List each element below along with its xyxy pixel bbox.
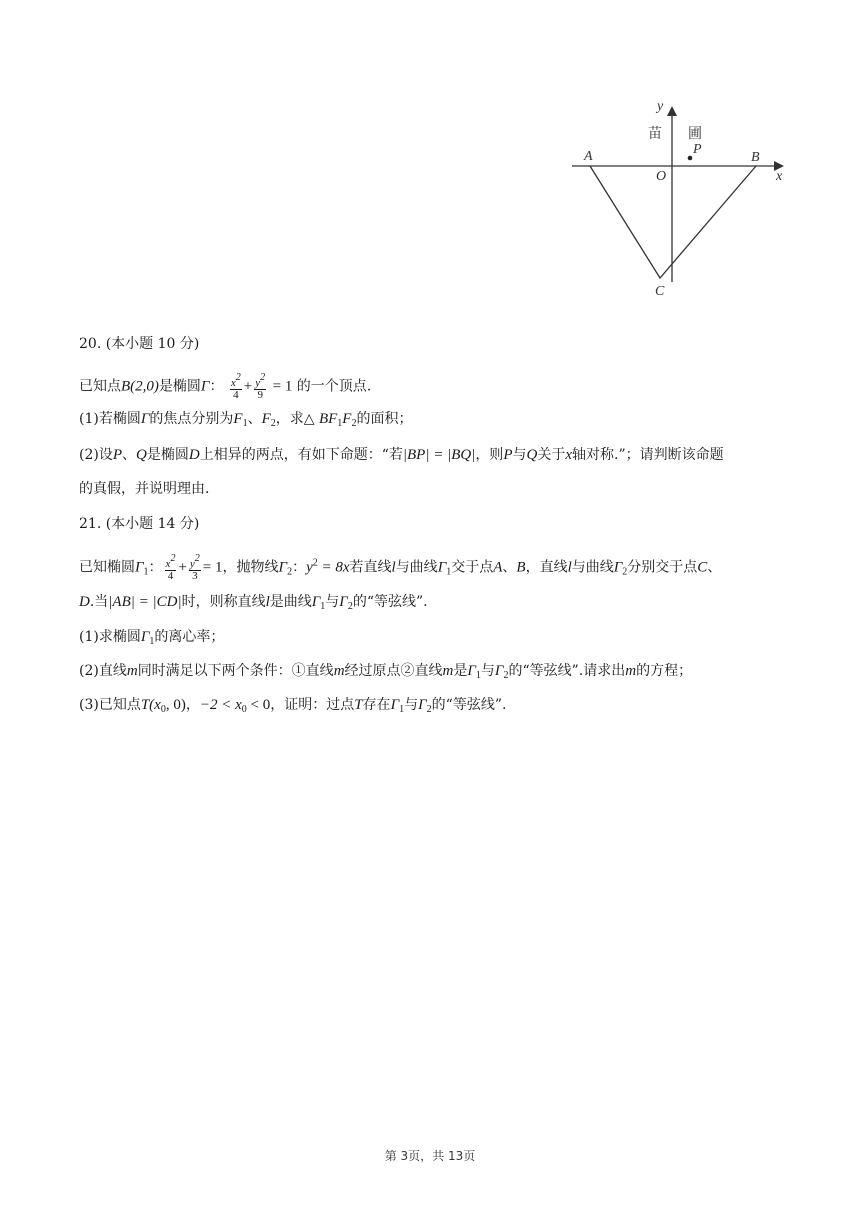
label-b: B (751, 150, 760, 165)
text: 的“等弦线”. (352, 594, 428, 610)
math-sub: 2 (503, 670, 509, 681)
fraction-y2-over-3: $\frac{y2}{3}$ (189, 553, 200, 582)
math-sub: 2 (351, 418, 357, 429)
text: ，求△ (275, 411, 319, 427)
text: 同时满足以下两个条件：①直线 (137, 663, 334, 679)
math-gamma: Γ (140, 629, 150, 645)
math-q: Q (526, 447, 538, 463)
text: 的离心率； (154, 629, 225, 645)
math-f: F (261, 411, 271, 427)
label-miao: 苗 (648, 126, 662, 142)
math-sub: 2 (622, 566, 628, 578)
text: 若直线 (349, 559, 392, 576)
fraction-y2-over-9: $\frac{y2}{9}$ (255, 372, 266, 401)
math-gamma: Γ (613, 559, 623, 576)
q21-line1: 已知椭圆$\Gamma_1$： $\frac{x2}{4}$ + $\frac{y2}{3}$ = 1，抛物线$\Gamma_2$：$y^2 = 8x$若直线l与曲线$\Gamma_1$交于点A、B，直线l与曲线$\Gamma_2$分别交于点C、 (79, 553, 722, 582)
math-sub: 0 (241, 704, 247, 715)
label-o: O (656, 169, 667, 184)
math-a: A (493, 559, 503, 576)
text: 时，则称直线 (181, 594, 266, 610)
math-gamma: Γ (467, 663, 476, 679)
text: 是椭圆 (146, 447, 189, 463)
math-m: m (625, 663, 637, 679)
q20-line1: 已知点B(2,0)是椭圆Γ： $\frac{x2}{4}$ + $\frac{y2}{9}$ = 1 的一个顶点. (79, 372, 372, 401)
text: 是椭圆 (158, 378, 201, 395)
text: 的方程； (636, 663, 693, 679)
figure-svg (560, 94, 800, 304)
math-b: B (516, 559, 526, 576)
label-c: C (655, 284, 665, 299)
math-sub: 2 (270, 418, 276, 429)
math-x: x (165, 558, 171, 570)
math-sub: 1 (242, 418, 248, 429)
math-inequality-end: < 0 (246, 697, 271, 713)
math-sub: 2 (287, 566, 293, 578)
math-t-point-end: , 0) (165, 697, 186, 713)
math-inequality: −2 < x (199, 697, 242, 713)
math-x: x (565, 447, 572, 463)
math-q: Q (136, 447, 147, 463)
text: 经过原点②直线 (344, 663, 443, 679)
fraction-x2-over-4: $\frac{x2}{4}$ (230, 372, 241, 401)
text: 上相异的两点，有如下命题：“若 (199, 447, 403, 463)
math-m: m (442, 663, 454, 679)
math-bf: BF (318, 411, 338, 427)
math-bp-bq: |BP| = |BQ| (402, 447, 476, 463)
math-f: F (342, 411, 352, 427)
text: (2)设 (79, 447, 113, 463)
triangle-abc (590, 166, 756, 278)
math-gamma: Γ (494, 663, 504, 679)
text: 与 (512, 447, 527, 463)
text: (3)已知点 (79, 697, 141, 713)
text: ： (209, 378, 224, 395)
text: (1)若椭圆 (79, 411, 141, 427)
math-gamma: Γ (390, 697, 400, 713)
math-m: m (333, 663, 345, 679)
text: 交于点 (451, 559, 494, 576)
text: ： (292, 559, 307, 576)
math-d: D (188, 447, 200, 463)
math-eq: = 1 (202, 559, 223, 576)
math-eq-8x: = 8x (317, 559, 350, 576)
math-x: x (230, 377, 236, 389)
text: ，抛物线 (222, 559, 279, 576)
math-3: 3 (192, 570, 198, 582)
math-f: F (233, 411, 243, 427)
coordinate-figure (560, 94, 800, 304)
math-gamma: Γ (200, 378, 210, 395)
text: 的面积； (356, 411, 413, 427)
text: .当 (89, 594, 109, 610)
math-l: l (567, 559, 572, 576)
math-sub: 1 (446, 566, 452, 578)
text: 是曲线 (269, 594, 312, 610)
text: ， (185, 697, 200, 713)
text: 、 (247, 411, 262, 427)
math-gamma: Γ (140, 411, 150, 427)
text: 已知椭圆 (79, 559, 135, 576)
page-footer: 第 3页，共 13页 (384, 1149, 476, 1163)
math-p: P (112, 447, 123, 463)
math-d: D (79, 594, 90, 610)
point-p-dot (688, 156, 693, 161)
text: 与 (325, 594, 340, 610)
text: 与 (404, 697, 419, 713)
math-sub: 1 (320, 601, 326, 612)
math-c: C (697, 559, 708, 576)
text: 与曲线 (571, 559, 614, 576)
text: 、 (707, 559, 722, 576)
math-gamma: Γ (418, 697, 427, 713)
math-4: 4 (167, 570, 174, 582)
text: 的“等弦线”.请求出 (508, 663, 626, 679)
math-y: y (306, 559, 313, 576)
math-y: y (255, 377, 261, 389)
q21-line2 (79, 593, 428, 616)
q21-line4 (79, 662, 692, 685)
text: 关于 (537, 447, 566, 463)
text: 的“等弦线”. (431, 697, 507, 713)
q20-line4: 的真假，并说明理由. (79, 481, 210, 497)
q21-heading: 21. (本小题 14 分) (79, 516, 200, 532)
text: ，则 (475, 447, 504, 463)
math-gamma: Γ (437, 559, 447, 576)
math-9: 9 (257, 389, 263, 401)
text: 存在 (362, 697, 391, 713)
math-m: m (126, 663, 138, 679)
math-gamma: Γ (339, 594, 348, 610)
text: ，证明：过点 (270, 697, 355, 713)
math-sub: 2 (347, 601, 353, 612)
q20-heading: 20. (本小题 10 分) (79, 336, 200, 352)
text: ，直线 (525, 559, 568, 576)
q20-line2 (79, 410, 412, 433)
label-p: P (693, 142, 702, 157)
math-sub: 1 (399, 704, 405, 715)
x-axis-label: x (776, 169, 783, 184)
text: 轴对称.”；请判断该命题 (572, 447, 724, 463)
text: (2)直线 (79, 663, 127, 679)
text: 与曲线 (395, 559, 438, 576)
math-sub: 1 (475, 670, 481, 681)
y-axis-label: y (657, 99, 664, 114)
math-t: T (354, 697, 363, 713)
math-l: l (391, 559, 396, 576)
q21-line5 (79, 696, 506, 719)
text: 、 (502, 559, 517, 576)
text: ： (148, 559, 163, 576)
text: (1)求椭圆 (79, 629, 141, 645)
math-4: 4 (233, 389, 239, 401)
math-l: l (265, 594, 270, 610)
label-a: A (584, 149, 593, 164)
math-gamma: Γ (278, 559, 288, 576)
math-gamma: Γ (135, 559, 144, 576)
math-sub: 1 (337, 418, 343, 429)
math-p: P (503, 447, 513, 463)
y-axis-arrow (667, 106, 677, 116)
math-t-point: T(x (140, 697, 161, 713)
math-sub: 0 (160, 704, 166, 715)
text: 与 (480, 663, 495, 679)
fraction-x2-over-4: $\frac{x2}{4}$ (165, 553, 176, 582)
math-y: y (189, 558, 195, 570)
math-eq: = 1 (272, 378, 293, 395)
text: 、 (122, 447, 137, 463)
math-sub: 1 (149, 636, 155, 647)
math-ab-cd: |AB| = |CD| (108, 594, 182, 610)
math-sub: 2 (426, 704, 432, 715)
math-point-b: B(2,0) (121, 378, 159, 395)
text: 分别交于点 (627, 559, 698, 576)
q20-line3 (79, 446, 724, 464)
text: 的一个顶点. (292, 378, 372, 395)
text: 已知点 (79, 378, 121, 395)
label-pu: 圃 (688, 126, 702, 142)
text: 是 (453, 663, 468, 679)
text: 的焦点分别为 (149, 411, 234, 427)
q21-line3 (79, 628, 224, 651)
math-sub: 1 (143, 566, 149, 578)
math-gamma: Γ (311, 594, 321, 610)
